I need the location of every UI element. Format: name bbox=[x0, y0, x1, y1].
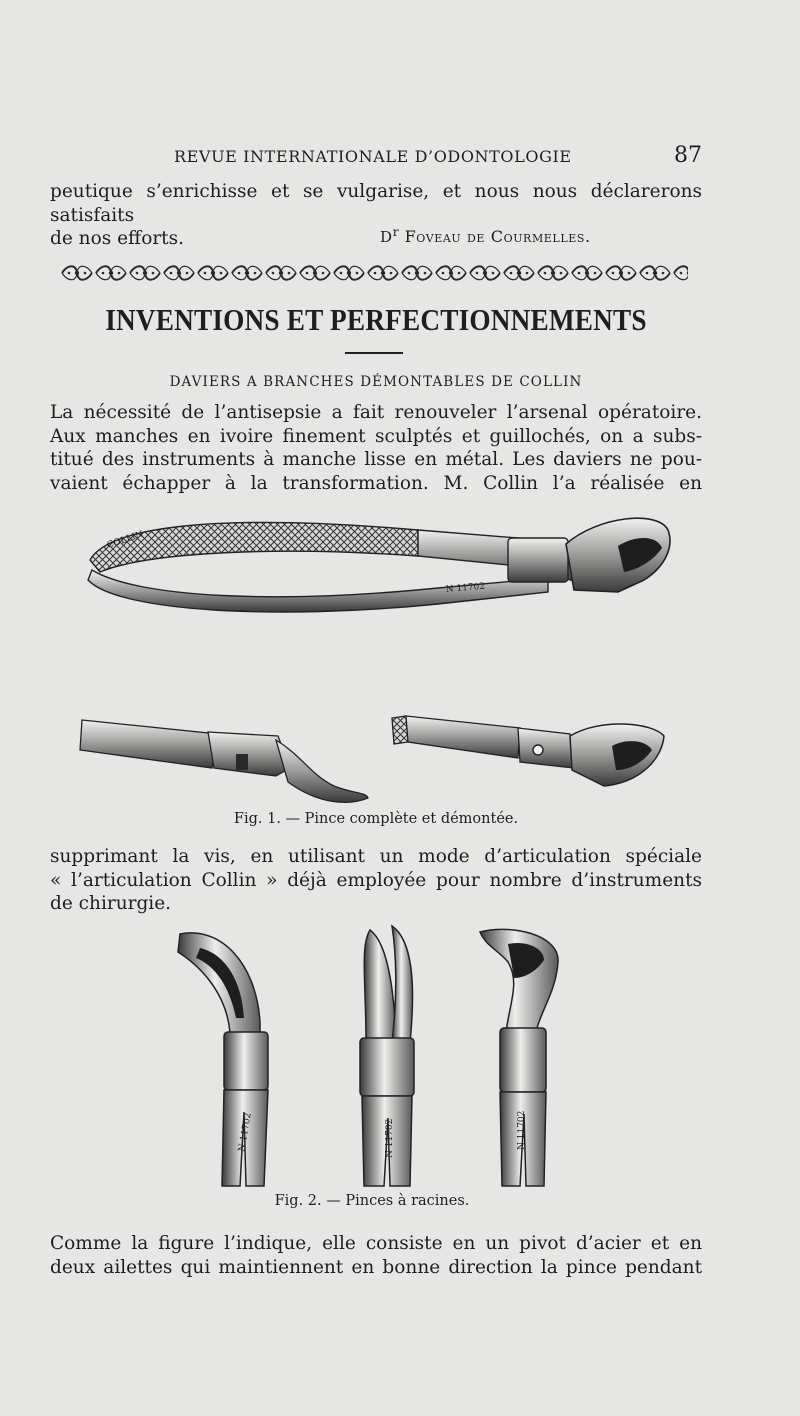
figure-2-root-forceps bbox=[160, 922, 600, 1190]
article-subheading: DAVIERS A BRANCHES DÉMONTABLES DE COLLIN bbox=[169, 374, 583, 390]
figure-2-caption: Fig. 2. — Pinces à racines. bbox=[274, 1193, 470, 1209]
figure-1-caption: Fig. 1. — Pince complète et démontée. bbox=[233, 811, 519, 827]
text-line: titué des instruments à manche lisse en métal. Les daviers ne pou- bbox=[50, 449, 702, 470]
engraving-label: N 11702 bbox=[517, 1110, 527, 1150]
figure-1-complete-forceps bbox=[78, 500, 678, 620]
text-line: deux ailettes qui maintiennent en bonne direction la pince pendant bbox=[50, 1256, 702, 1278]
engraving-label: N 11702 bbox=[237, 1112, 254, 1153]
text-line: de nos efforts. bbox=[50, 228, 184, 249]
text-line: de chirurgie. bbox=[50, 893, 172, 914]
paragraph-2 bbox=[50, 845, 702, 916]
signature-name: Foveau de Courmelles. bbox=[404, 227, 591, 246]
root-forceps-middle bbox=[360, 926, 414, 1186]
paragraph-1 bbox=[50, 401, 702, 495]
engraving-label: N 11702 bbox=[385, 1118, 395, 1158]
ornament-divider bbox=[60, 262, 688, 284]
page-number: 87 bbox=[674, 143, 702, 168]
figure-1-part-left bbox=[78, 710, 378, 810]
text-line: Comme la figure l’indique, elle consiste en un pivot d’acier et en bbox=[50, 1233, 702, 1254]
author-signature bbox=[380, 224, 591, 246]
text-line: supprimant la vis, en utilisant un mode d’articulation spéciale bbox=[50, 846, 702, 867]
root-forceps-right bbox=[480, 929, 558, 1186]
figure-1-part-right bbox=[390, 710, 680, 810]
text-line: peutique s’enrichisse et se vulgarise, et nous nous déclarerons satisfaits bbox=[50, 181, 702, 226]
journal-title: REVUE INTERNATIONALE D’ODONTOLOGIE bbox=[174, 147, 572, 166]
signature-prefix: D bbox=[380, 228, 393, 246]
text-line: La nécessité de l’antisepsie a fait renouveler l’arsenal opératoire. bbox=[50, 402, 702, 423]
running-header bbox=[50, 143, 702, 173]
engraving-label: N 11702 bbox=[445, 581, 486, 595]
text-line: vaient échapper à la transformation. M. Collin l’a réalisée en bbox=[50, 472, 702, 494]
intro-paragraph bbox=[50, 180, 702, 251]
text-line: Aux manches en ivoire finement sculptés et guillochés, on a subs- bbox=[50, 425, 702, 447]
title-rule bbox=[345, 352, 403, 354]
section-title: INVENTIONS ET PERFECTIONNEMENTS bbox=[105, 302, 647, 337]
paragraph-3 bbox=[50, 1232, 702, 1279]
root-forceps-left bbox=[178, 933, 268, 1186]
text-line: « l’articulation Collin » déjà employée pour nombre d’instruments bbox=[50, 869, 702, 891]
engraving-label: COLLIN bbox=[105, 529, 145, 551]
signature-superscript: r bbox=[392, 224, 400, 239]
